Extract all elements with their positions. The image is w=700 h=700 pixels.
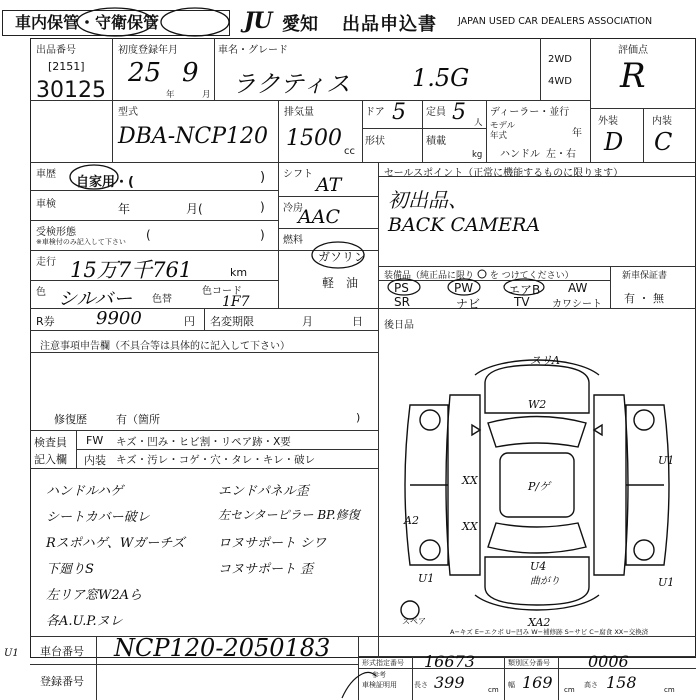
cooling-value: AAC (298, 206, 340, 228)
lot-code: [2151] (48, 60, 85, 73)
mileage-unit: km (230, 266, 248, 279)
diagram-u4-sub: 曲がり (530, 576, 560, 587)
car-grade: 1.5G (412, 64, 470, 92)
height-label: 高さ (584, 681, 598, 689)
displacement-value: 1500 (286, 126, 342, 151)
diagram-u1-right: U1 (658, 576, 675, 589)
inspector-row1-label: FW (86, 434, 104, 447)
model-designation-label: 形式指定番号 (362, 659, 404, 667)
length-label: 長さ (414, 681, 428, 689)
equipment-aw: AW (568, 281, 588, 295)
equipment-pw: PW (454, 281, 474, 295)
storage-circle-mark (70, 4, 160, 40)
registration-month: 9 (182, 58, 199, 88)
model-year-label2: 年式 (490, 131, 508, 141)
history-label: 車歴 (36, 169, 56, 180)
model-year-label: モデル (490, 121, 516, 131)
handle-options: 左・右 (546, 149, 576, 160)
width-label: 幅 (508, 681, 515, 689)
capacity-unit: 人 (474, 118, 483, 128)
inspector-note-right-2: 左センターピラー BP.修復 (218, 508, 360, 522)
inspector-label-1: 検査員 (34, 436, 67, 449)
ju-logo (244, 8, 272, 34)
sales-point-line2: BACK CAMERA (388, 214, 541, 236)
inspector-note-left-3: Rスポハゲ、Wガーチズ (46, 536, 185, 551)
equipment-grid (380, 281, 610, 311)
recycle-unit: 円 (184, 315, 195, 328)
length-value: 399 (434, 673, 465, 692)
diagram-left-label: XX (462, 474, 478, 487)
storage-circle-mark-2 (155, 4, 235, 40)
fuel-circle-mark (308, 238, 368, 272)
color-change-label: 色替 (152, 294, 172, 305)
chassis-value: NCP120-2050183 (114, 634, 331, 662)
receipt-note: ※車検付のみ記入して下さい (36, 238, 126, 246)
diagram-top-label: スリA (530, 354, 560, 367)
color-value: シルバー (58, 288, 133, 310)
storage-tag-text: 車内保管・守衛保管 (15, 13, 160, 32)
shift-value: AT (316, 174, 342, 196)
class-number-label: 類別区分番号 (508, 659, 550, 667)
repair-label: 修復歴 (54, 413, 87, 426)
doors-value: 5 (392, 100, 406, 125)
diagram-a2-left: A2 (404, 514, 419, 527)
equipment-label-mid: を (489, 271, 499, 281)
history-value: 自家用・( (76, 175, 134, 190)
load-unit: kg (472, 150, 483, 160)
stray-mark: U1 (4, 648, 19, 659)
car-name-label: 車名・グレード (218, 45, 288, 56)
brand-region (282, 10, 318, 36)
drive-2wd: 2WD (548, 54, 572, 65)
color-code-value: 1F7 (222, 294, 250, 310)
load-label: 積載 (426, 136, 446, 147)
inspector-note-left-4: 下廻りS (46, 562, 94, 577)
fuel-diesel: 軽 油 (322, 276, 359, 290)
receipt-label: 受検形態 (36, 227, 76, 238)
cooling-label: 冷房 (283, 203, 303, 214)
height-unit: cm (664, 686, 675, 694)
inspector-note-right-4: コヌサポート 歪 (218, 562, 314, 577)
inspector-note-right-1: エンドパネル歪 (218, 484, 309, 499)
drive-4wd: 4WD (548, 76, 572, 87)
warranty-options: 有 ・ 無 (624, 292, 664, 305)
recycle-label: R券 (36, 315, 55, 328)
inspector-note-left-5: 左リア窓W2Aら (46, 588, 143, 603)
mileage-value: 15万7千761 (70, 258, 193, 282)
shift-label: シフト (283, 169, 313, 180)
mileage-label: 走行 (36, 257, 56, 268)
inspector-label-2: 記入欄 (34, 453, 67, 466)
shape-label: 形状 (365, 136, 385, 147)
repair-close: ) (356, 411, 361, 424)
exterior-grade: D (604, 128, 624, 156)
brand-region-text: 愛知 (282, 14, 318, 35)
association-text: JAPAN USED CAR DEALERS ASSOCIATION (458, 16, 653, 27)
receipt-close: ) (260, 228, 265, 242)
form-title (342, 10, 437, 36)
registration-year-unit: 年 (166, 90, 175, 100)
inspection-month: 月( (186, 202, 203, 216)
inspector-note-left-6: 各A.U.P.ヌレ (46, 614, 123, 629)
fuel-label: 燃料 (283, 235, 303, 246)
inspector-row2-items: キズ・汚レ・コゲ・穴・タレ・キレ・破レ (116, 454, 316, 466)
color-code-label: 色コード (202, 286, 242, 297)
capacity-value: 5 (452, 100, 466, 125)
equipment-seat: カワシート (552, 299, 602, 310)
class-number-value: 0006 (588, 652, 629, 671)
inspector-note-right-3: ロヌサポート シワ (218, 536, 327, 551)
displacement-unit: cc (344, 146, 355, 157)
length-unit: cm (488, 686, 499, 694)
equipment-label-start: 装備品（純正品に限り (384, 271, 475, 281)
equipment-tv: TV (514, 295, 530, 309)
diagram-w2-label: W2 (528, 398, 547, 411)
inspector-row1-items: キズ・凹み・ヒビ割・リペア跡・X要 (116, 436, 291, 448)
lot-number: 30125 (36, 78, 106, 103)
inspection-year: 年 (118, 202, 131, 216)
form-title-text: 出品申込書 (342, 14, 437, 35)
width-value: 169 (522, 673, 553, 692)
height-value: 158 (606, 673, 637, 692)
lot-label: 出品番号 (36, 45, 76, 56)
width-unit: cm (564, 686, 575, 694)
inspection-close: ) (260, 200, 265, 214)
exterior-label: 外装 (598, 116, 618, 127)
transfer-day: 日 (352, 315, 363, 328)
transfer-month: 月 (302, 315, 313, 328)
equipment-airbag-circle (502, 277, 546, 297)
association-name (458, 16, 652, 27)
diagram-u4-label: U4 (530, 560, 547, 573)
equipment-sr: SR (394, 295, 410, 309)
ju-logo-text: JU (244, 8, 272, 34)
notes-label: 注意事項申告欄（不具合等は具体的に記入して下さい） (40, 341, 290, 352)
equipment-ps-circle (386, 277, 422, 297)
certificate-label: 車検証明用 (362, 681, 397, 689)
inspector-note-left-1: ハンドルハゲ (46, 484, 124, 499)
fuel-gas: ガソリン (318, 250, 367, 264)
registration-number-label: 登録番号 (40, 675, 84, 688)
equipment-pw-circle (446, 277, 482, 297)
history-close: ) (260, 170, 266, 185)
inspection-label: 車検 (36, 199, 56, 210)
diagram-center-label: P/ゲ (528, 480, 551, 493)
model-year-unit: 年 (572, 128, 582, 139)
registration-label: 初度登録年月 (118, 45, 178, 56)
capacity-label: 定員 (426, 107, 446, 118)
diagram-left-label-2: XX (462, 520, 478, 533)
repair-value: 有（箇所 (116, 413, 160, 426)
car-name: ラクティス (232, 70, 351, 98)
inspector-note-left-2: シートカバー破レ (46, 510, 150, 525)
equipment-ps: PS (394, 281, 409, 295)
interior-grade: C (654, 128, 673, 156)
model-designation-value: 16673 (424, 652, 475, 671)
diagram-spare-label: スペア (402, 617, 426, 626)
receipt-open: ( (146, 228, 151, 242)
sales-point-line1: 初出品、 (388, 188, 468, 212)
dealer-label: ディーラー・並行 (490, 107, 570, 118)
diagram-u1-left: U1 (418, 572, 435, 585)
warranty-label: 新車保証書 (622, 271, 668, 281)
color-label: 色 (36, 287, 46, 298)
chassis-label: 車台番号 (40, 645, 84, 658)
recycle-value: 9900 (96, 308, 142, 329)
equipment-label-end: つけてください） (501, 271, 574, 281)
rating-label: 評価点 (618, 45, 648, 56)
handle-label: ハンドル (500, 149, 540, 160)
transfer-label: 名変期限 (210, 315, 254, 328)
diagram-u1-top-right: U1 (658, 454, 675, 467)
registration-month-unit: 月 (202, 90, 211, 100)
sales-point-label: セールスポイント（正常に機能するものに限ります） (384, 168, 624, 179)
equipment-navi: ナビ (456, 297, 481, 311)
displacement-label: 排気量 (284, 107, 314, 118)
doors-label: ドア (365, 107, 385, 118)
after-label: 後日品 (384, 320, 414, 331)
interior-label: 内装 (652, 116, 672, 127)
bottom-scribble (340, 670, 380, 700)
history-circle-mark (66, 162, 126, 192)
registration-year: 25 (128, 58, 162, 88)
diagram-legend: A−キズ E−エクボ U−凹み W−補修跡 S−サビ C−腐食 XX−交換済 (450, 628, 649, 636)
equipment-airbag: エアB (508, 283, 541, 297)
model-value: DBA-NCP120 (118, 124, 269, 149)
diagram-xa2-bottom: XA2 (528, 616, 551, 629)
inspector-row2-label: 内装 (84, 454, 106, 467)
rating-score: R (620, 56, 646, 96)
model-label: 型式 (118, 107, 138, 118)
reference-label: 参考 (372, 671, 386, 679)
